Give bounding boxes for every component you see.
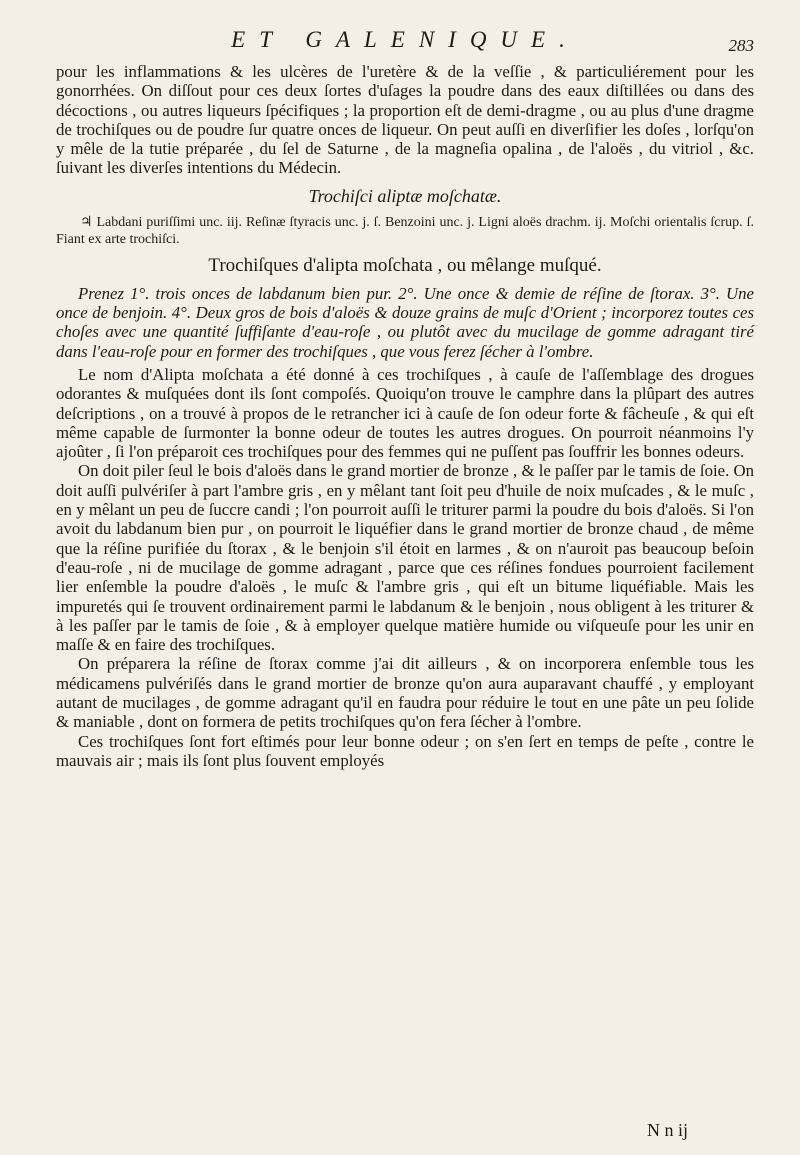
- paragraph-3: On doit piler ſeul le bois d'aloës dans le grand mortier de bronze , & le paſſer par le tamis de ſoie. On doit auſſi pulvériſer à part l'ambre gris , en y mêlant tant ſoit peu d'huile de noix muſcades , & le muſc , en y mêlant un peu de ſuccre candi ; l'on pourroit auſſi le triturer parmi la poudre du bois d'aloës. Si l'on avoit du labdanum bien pur , on pourroit le liquéfier dans le grand mortier de bronze chaud , de même que la réſine purifiée du ſtorax , & le benjoin s'il étoit en larmes , & on n'auroit pas beaucoup beſoin d'eau-roſe , ni de mucilage de gomme adragant , parce que ces réſines fondues pourroient facilement lier enſemble la poudre d'aloës , le muſc & l'ambre gris , qui eſt un bitume liquéfiable. Mais les impuretés qui ſe trouvent ordinairement parmi le labdanum & le benjoin , nous obligent à les triturer & à les paſſer par le tamis de ſoie , & à employer quelque matière humide ou viſqueuſe pour les unir en maſſe & en faire des trochiſques.: [56, 461, 754, 655]
- latin-recipe: ♃ Labdani puriſſimi unc. iij. Reſinæ ſtyracis unc. j. ſ. Benzoini unc. j. Ligni aloës drachm. ij. Moſchi orientalis ſcrup. ſ. Fiant ex arte trochiſci.: [56, 214, 754, 247]
- signature-mark: N n ij: [646, 1120, 688, 1140]
- recipe-heading-french: Trochiſques d'alipta moſchata , ou mêlange muſqué.: [208, 254, 602, 276]
- running-head: [56, 18, 754, 62]
- paragraph-5: Ces trochiſques ſont fort eſtimés pour leur bonne odeur ; on s'en ſert en temps de peſte , contre le mauvais air ; mais ils ſont plus ſouvent employés: [56, 731, 754, 770]
- page-number: 283: [728, 36, 754, 55]
- paragraph-2: Le nom d'Alipta moſchata a été donné à ces trochiſques , à cauſe de l'aſſemblage des drogues odorantes & muſquées dont ils ſont compoſés. Quoiqu'on trouve le camphre dans la plûpart des autres deſcriptions , on a trouvé à propos de le retrancher ici à cauſe de ſon odeur forte & fâcheuſe , & qui eſt même capable de ſurmonter la bonne odeur de toutes les autres drogues. On pourroit néanmoins l'y ajoûter , ſi l'on préparoit ces trochiſques pour des femmes qui ne puſſent pas ſouffrir les bonnes odeurs.: [56, 364, 754, 462]
- running-title: ET GALENIQUE.: [231, 27, 579, 52]
- paragraph-1: pour les inflammations & les ulcères de l'uretère & de la veſſie , & particuliérement pour les gonorrhées. On diſſout pour ces deux ſortes d'uſages la poudre dans des eaux diſtillées ou dans des décoctions , ou autres liqueurs ſpécifiques ; la proportion eſt de demi-dragme , ou au plus d'une dragme de trochiſques ou de poudre ſur quatre onces de liqueur. On peut auſſi en diverſifier les doſes , lorſqu'on y mêle de la tutie préparée , du ſel de Saturne , de la magneſia opalina , de l'aloës , du vitriol , &c. ſuivant les diverſes intentions du Médecin.: [56, 62, 754, 178]
- recipe-heading-latin: Trochiſci aliptæ moſchatæ.: [308, 185, 502, 206]
- paragraph-4: On préparera la réſine de ſtorax comme j'ai dit ailleurs , & on incorporera enſemble tous les médicamens pulvériſés dans le grand mortier de bronze qu'on aura auparavant chauffé , y employant autant de mucilages , de gomme adragant qu'il en faudra pour réduire le tout en une pâte un peu ſolide & maniable , dont on formera de petits trochiſques qu'on fera ſécher à l'ombre.: [56, 654, 754, 732]
- recipe-text: Prenez 1°. trois onces de labdanum bien pur. 2°. Une once & demie de réſine de ſtorax. 3°. Une once de benjoin. 4°. Deux gros de bois d'aloës & douze grains de muſc d'Orient ; incorporez toutes ces choſes avec une quantité ſuffiſante d'eau-roſe , ou plutôt avec du mucilage de gomme adragant tiré dans l'eau-roſe pour en former des trochiſques , que vous ferez ſécher à l'ombre.: [56, 283, 754, 361]
